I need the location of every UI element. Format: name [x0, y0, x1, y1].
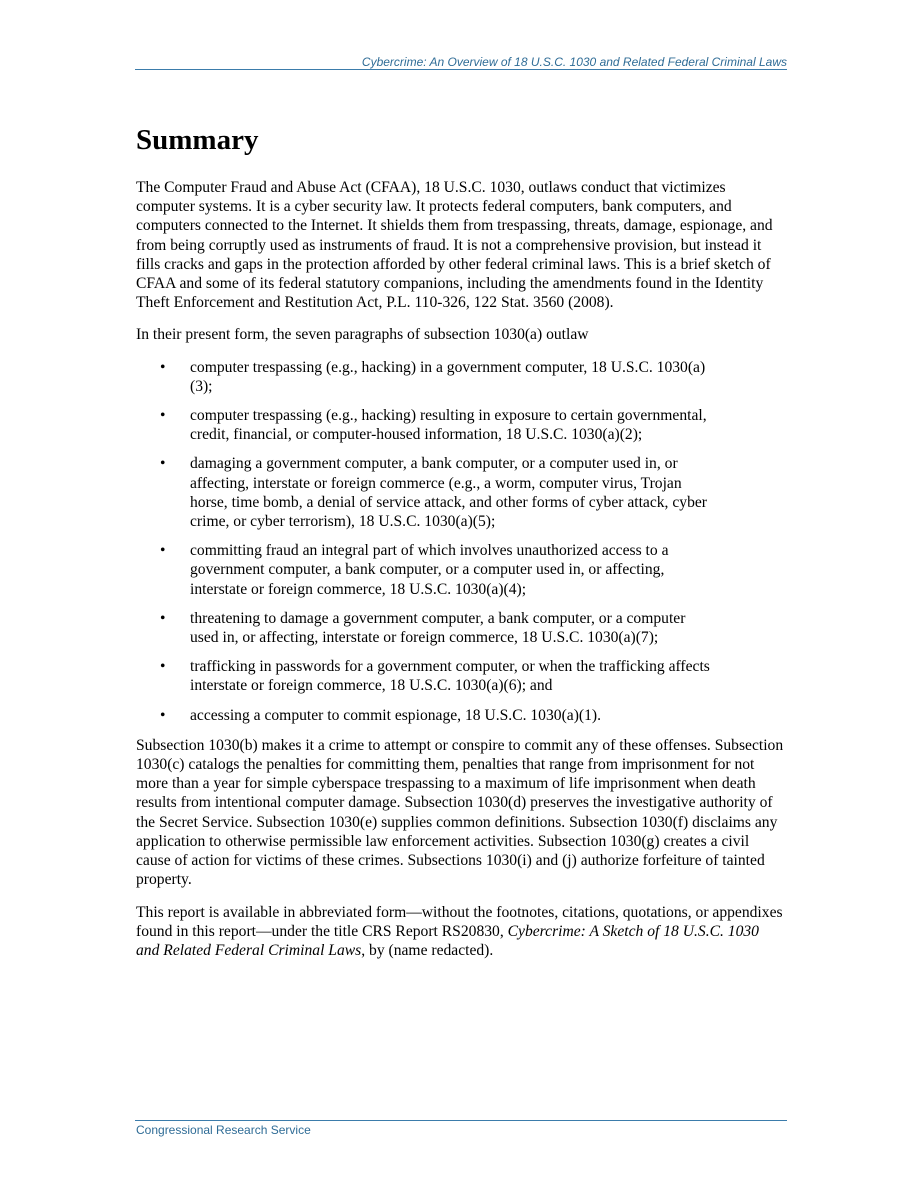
availability-paragraph	[136, 903, 786, 961]
bullet-icon: •	[160, 542, 166, 560]
list-item-text: trafficking in passwords for a government computer, or when the trafficking affects interstate or foreign commerce, 18 U.S.C. 1030(a)(6); and	[190, 658, 710, 695]
subsections-paragraph: Subsection 1030(b) makes it a crime to attempt or conspire to commit any of these offenses. Subsection 1030(c) catalogs the penalties for committing them, penalties that range from imprisonment for not more than a year for simple cyberspace trespassing to a maximum of life imprisonment when death results from intentional computer damage. Subsection 1030(d) preserves the investigative authority of the Secret Service. Subsection 1030(e) supplies common definitions. Subsection 1030(f) disclaims any application to otherwise permissible law enforcement activities. Subsection 1030(g) creates a civil cause of action for victims of these crimes. Subsections 1030(i) and (j) authorize forfeiture of tainted property.	[136, 736, 784, 889]
bullet-icon: •	[160, 358, 166, 376]
bullet-icon: •	[160, 658, 166, 676]
lead-in-paragraph: In their present form, the seven paragraphs of subsection 1030(a) outlaw	[136, 326, 589, 344]
list-item-text: committing fraud an integral part of which involves unauthorized access to a government computer, a bank computer, or a computer used in, or affecting, interstate or foreign commerce, 18 U.S.C. 1030(a)(4);	[190, 542, 669, 598]
report-title: Cybercrime: A Sketch of 18 U.S.C. 1030 and Related Federal Criminal Laws	[136, 922, 759, 959]
list-item	[136, 454, 786, 531]
availability-text: This report is available in abbreviated form—without the footnotes, citations, quotations, or appendixes found in this report—under the title CRS Report RS20830,	[136, 903, 783, 940]
list-item	[136, 609, 786, 647]
list-item	[136, 406, 786, 444]
bullet-icon: •	[160, 706, 166, 724]
bullet-icon: •	[160, 609, 166, 627]
availability-suffix: , by (name redacted).	[361, 941, 494, 959]
list-item-text: threatening to damage a government computer, a bank computer, or a computer used in, or affecting, interstate or foreign commerce, 18 U.S.C. 1030(a)(7);	[190, 609, 686, 647]
footer-publisher: Congressional Research Service	[136, 1123, 311, 1137]
list-item-text: accessing a computer to commit espionage, 18 U.S.C. 1030(a)(1).	[190, 706, 601, 724]
list-item	[136, 706, 786, 725]
footer-rule	[135, 1120, 787, 1121]
bullet-icon: •	[160, 455, 166, 473]
offense-list	[136, 358, 786, 725]
list-item-text: computer trespassing (e.g., hacking) in a government computer, 18 U.S.C. 1030(a)(3);	[190, 358, 706, 395]
list-item	[136, 541, 786, 599]
list-item-text: damaging a government computer, a bank computer, or a computer used in, or affecting, interstate or foreign commerce (e.g., a worm, computer virus, Trojan horse, time bomb, a denial of service attack, and other forms of cyber attack, cyber crime, or cyber terrorism), 18 U.S.C. 1030(a)(5);	[190, 455, 707, 531]
header-rule	[135, 69, 787, 70]
summary-body	[136, 178, 786, 973]
running-header: Cybercrime: An Overview of 18 U.S.C. 1030 and Related Federal Criminal Laws	[361, 55, 787, 69]
list-item-text: computer trespassing (e.g., hacking) resulting in exposure to certain governmental, credit, financial, or computer-housed information, 18 U.S.C. 1030(a)(2);	[190, 407, 707, 444]
bullet-icon: •	[160, 407, 166, 425]
list-item	[136, 358, 786, 396]
section-title: Summary	[136, 124, 259, 156]
intro-paragraph: The Computer Fraud and Abuse Act (CFAA), 18 U.S.C. 1030, outlaws conduct that victimizes computer systems. It is a cyber security law. It protects federal computers, bank computers, and computers connected to the Internet. It shields them from trespassing, threats, damage, espionage, and from being corruptly used as instruments of fraud. It is not a comprehensive provision, but instead it fills cracks and gaps in the protection afforded by other federal criminal laws. This is a brief sketch of CFAA and some of its federal statutory companions, including the amendments found in the Identity Theft Enforcement and Restitution Act, P.L. 110-326, 122 Stat. 3560 (2008).	[136, 179, 773, 312]
list-item	[136, 657, 786, 695]
